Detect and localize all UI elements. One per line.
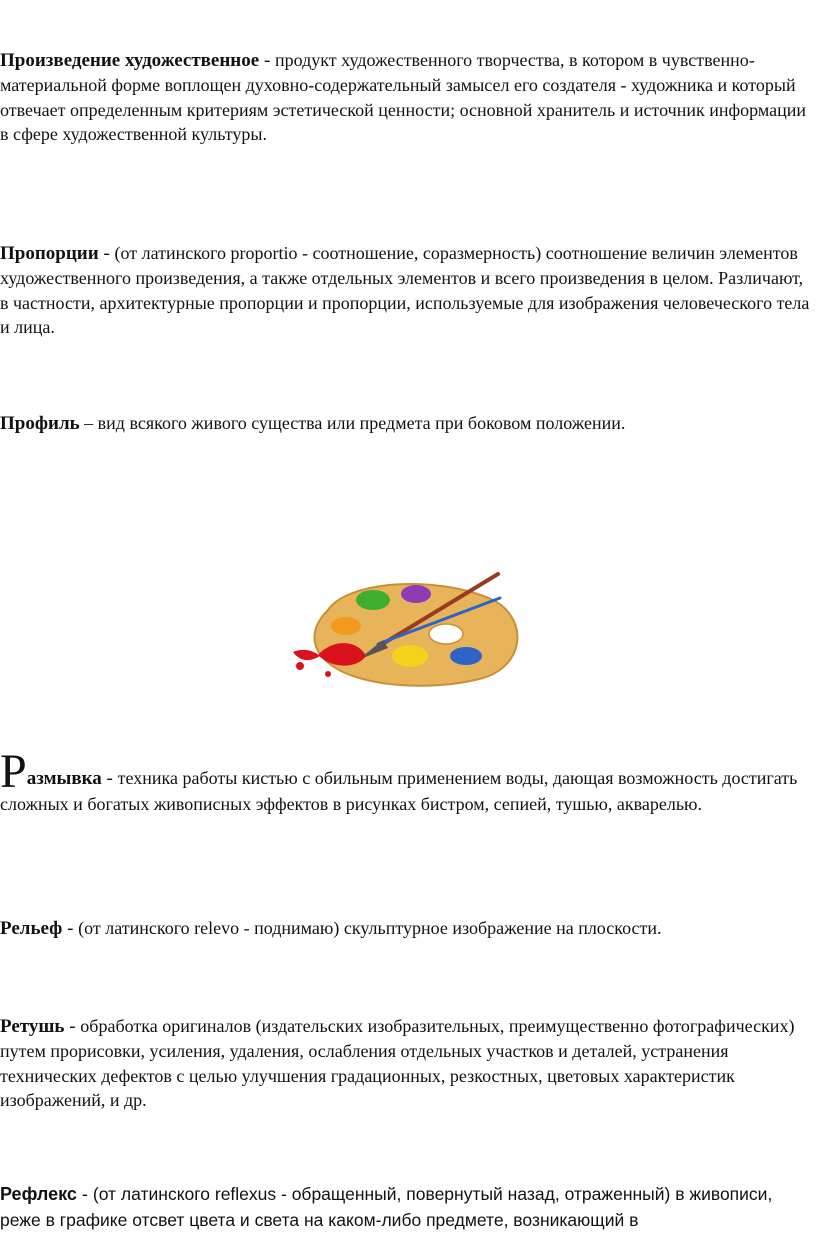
entry-definition: (от латинского relevo - поднимаю) скульптурное изображение на плоскости. <box>78 918 662 938</box>
entry-term: Произведение художественное <box>0 50 260 71</box>
entry-reflex <box>0 1181 812 1233</box>
entry-definition: вид всякого живого существа или предмета при боковом положении. <box>97 413 626 433</box>
entry-separator: - <box>64 1016 81 1037</box>
entry-definition: обработка оригиналов (издательских изобразительных, преимущественно фотографических) путем прорисовки, усиления, удаления, ослабления отдельных участков и деталей, устранения технических дефектов с целью улучшения градационных, резкостных, цветовых характеристик изображений, и др. <box>0 1016 795 1111</box>
entry-definition: техника работы кистью с обильным применением воды, дающая возможность достигать сложных и богатых живописных эффектов в рисунках бистром, сепией, тушью, акварелью. <box>0 768 798 814</box>
entry-term: Ретушь <box>0 1016 65 1037</box>
entry-separator: - <box>76 1184 93 1204</box>
entry-relief <box>0 916 812 941</box>
entry-artwork <box>0 48 812 147</box>
entry-definition: продукт художественного творчества, в котором в чувственно-материальной форме воплощен духовно-содержательный замысел его создателя - художника и который отвечает определенным критериям эстетической ценности; основной хранитель и источник информации в сфере художественной культуры. <box>0 50 807 145</box>
entry-separator: - <box>101 768 118 789</box>
entry-term: Рефлекс <box>0 1184 77 1204</box>
entry-profile <box>0 411 812 436</box>
paint-palette-icon <box>288 570 528 690</box>
entry-separator: - <box>62 918 79 939</box>
entry-separator: - <box>259 50 276 71</box>
entry-definition: (от латинского proportio - соотношение, соразмерность) соотношение величин элементов художественного произведения, а также отдельных элементов и всего произведения в целом. Различают, в частности, архитектурные пропорции и пропорции, используемые для изображения человеческого тела и лица. <box>0 243 810 338</box>
entry-term: азмывка <box>26 768 102 789</box>
entry-retouch <box>0 1014 812 1113</box>
entry-term: Пропорции <box>0 243 99 264</box>
entry-proportions <box>0 241 812 340</box>
drop-cap: Р <box>0 745 27 798</box>
entry-separator: – <box>79 413 98 433</box>
entry-separator: - <box>98 243 115 264</box>
entry-washing <box>0 745 812 816</box>
entry-definition: (от латинского reflexus - обращенный, повернутый назад, отраженный) в живописи, реже в графике отсвет цвета и света на каком-либо предмете, возникающий в <box>0 1184 773 1230</box>
entry-term: Профиль <box>0 413 80 434</box>
entry-term: Рельеф <box>0 918 63 939</box>
